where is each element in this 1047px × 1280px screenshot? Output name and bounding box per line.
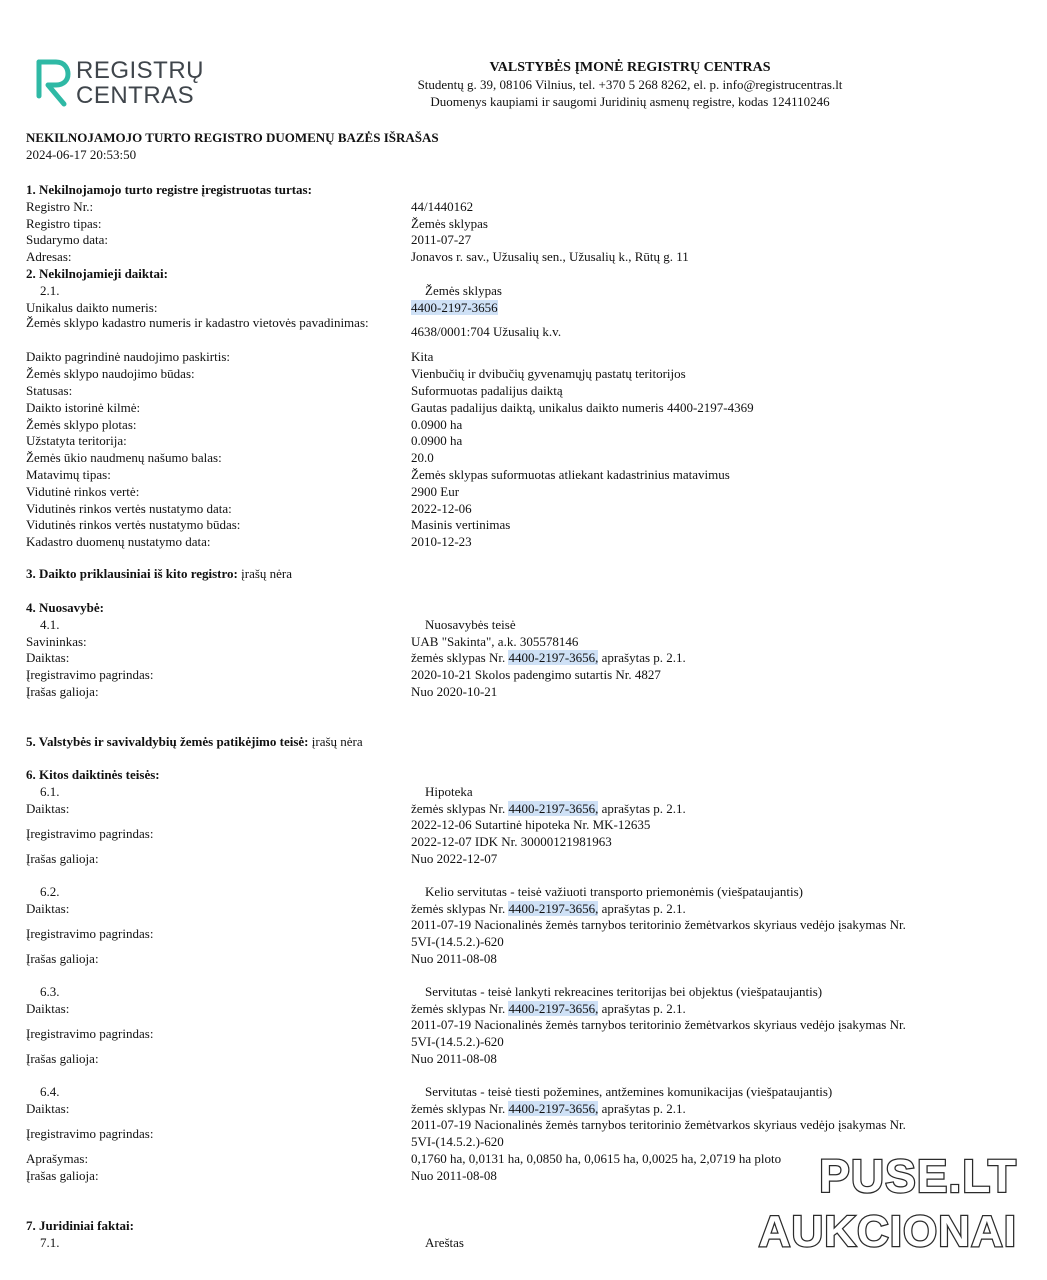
field-row — [26, 1117, 1006, 1151]
field-value: 0.0900 ha — [411, 433, 463, 449]
document-title-block — [26, 130, 439, 164]
field-row — [26, 417, 1006, 434]
basis-line: 5VI-(14.5.2.)-620 — [411, 1134, 504, 1150]
object-suffix: aprašytas p. 2.1. — [601, 1100, 686, 1116]
field-value — [411, 901, 1006, 918]
field-row — [26, 634, 1006, 651]
section-title-text: 5. Valstybės ir savivaldybių žemės patikėjimo teisė: — [26, 734, 309, 749]
field-label: Vidutinė rinkos vertė: — [26, 483, 140, 499]
field-value: Žemės sklypas suformuotas atliekant kadastrinius matavimus — [411, 466, 730, 482]
item-name: Nuosavybės teisė — [425, 616, 516, 632]
field-label: Daiktas: — [26, 650, 70, 666]
item-name: Areštas — [425, 1234, 464, 1250]
item-row — [26, 617, 1006, 634]
field-label: Įregistravimo pagrindas: — [26, 667, 154, 683]
section-title — [26, 734, 1006, 751]
field-row — [26, 450, 1006, 467]
basis-line: 2011-07-19 Nacionalinės žemės tarnybos teritorinio žemėtvarkos skyriaus vedėjo įsakymas Nr. — [411, 917, 906, 933]
field-label: Savininkas: — [26, 633, 87, 649]
object-suffix: aprašytas p. 2.1. — [601, 650, 686, 666]
item-name: Hipoteka — [425, 783, 473, 799]
field-value: Jonavos r. sav., Užusalių sen., Užusalių k., Rūtų g. 11 — [411, 249, 689, 265]
section-2-title: 2. Nekilnojamieji daiktai: — [26, 265, 168, 281]
field-label: Statusas: — [26, 382, 73, 398]
field-row — [26, 517, 1006, 534]
registru-centras-logo — [34, 56, 234, 110]
field-value: 2900 Eur — [411, 483, 460, 499]
field-row — [26, 501, 1006, 518]
section-inline-value: įrašų nėra — [241, 566, 293, 581]
field-label: Daiktas: — [26, 800, 70, 816]
section-title — [26, 566, 1006, 583]
field-value: Vienbučių ir dvibučių gyvenamųjų pastatų teritorijos — [411, 366, 686, 382]
watermark-line-2: AUKCIONAI — [758, 1207, 1017, 1256]
object-number-highlight: 4400-2197-3656, — [508, 800, 599, 816]
field-value: 2022-12-06 — [411, 500, 472, 516]
field-value: Nuo 2011-08-08 — [411, 1167, 497, 1183]
field-row — [26, 467, 1006, 484]
section-4-ownership — [26, 600, 1006, 701]
field-row — [26, 1017, 1006, 1051]
field-value — [411, 650, 1006, 667]
field-row — [26, 1001, 1006, 1018]
organization-contacts: Studentų g. 39, 08106 Vilnius, tel. +370 5 268 8262, el. p. info@registrucentras.lt — [417, 76, 843, 92]
field-label: Daikto pagrindinė naudojimo paskirtis: — [26, 349, 230, 365]
field-label: Įregistravimo pagrindas: — [26, 1125, 154, 1141]
section-1-property — [26, 182, 1006, 551]
field-value: 0,1760 ha, 0,0131 ha, 0,0850 ha, 0,0615 ha, 0,0025 ha, 2,0719 ha ploto — [411, 1150, 782, 1166]
section-5-trust-right — [26, 734, 1006, 751]
field-label: Adresas: — [26, 249, 72, 265]
field-row — [26, 383, 1006, 400]
field-label: Aprašymas: — [26, 1150, 89, 1166]
basis-line: 5VI-(14.5.2.)-620 — [411, 934, 504, 950]
field-label: Kadastro duomenų nustatymo data: — [26, 534, 211, 550]
section-6-other-rights — [26, 767, 1006, 1185]
field-row — [26, 650, 1006, 667]
field-value — [411, 1117, 1006, 1151]
field-row — [26, 232, 1006, 249]
field-value: 2010-12-23 — [411, 534, 472, 550]
field-row — [26, 249, 1006, 266]
logo-line-2: CENTRAS — [76, 82, 195, 109]
document-header — [330, 60, 930, 110]
field-value — [411, 917, 1006, 951]
item-index: 2.1. — [40, 282, 60, 298]
object-number-highlight: 4400-2197-3656, — [508, 1100, 599, 1116]
object-number-highlight: 4400-2197-3656, — [508, 900, 599, 916]
field-label: Vidutinės rinkos vertės nustatymo data: — [26, 500, 232, 516]
item-row — [26, 884, 1006, 901]
organization-registry-info: Duomenys kaupiami ir saugomi Juridinių asmenų registre, kodas 124110246 — [430, 93, 830, 109]
section-title-text: 3. Daikto priklausiniai iš kito registro: — [26, 566, 238, 581]
object-prefix: žemės sklypas Nr. — [411, 650, 506, 666]
logo-wordmark — [76, 58, 204, 108]
field-label: Įrašas galioja: — [26, 950, 99, 966]
field-value: Nuo 2011-08-08 — [411, 1050, 497, 1066]
object-number-highlight: 4400-2197-3656, — [508, 1000, 599, 1016]
field-value: Nuo 2020-10-21 — [411, 683, 498, 699]
field-label: Matavimų tipas: — [26, 466, 111, 482]
logo-line-1: REGISTRŲ — [76, 57, 205, 84]
field-row — [26, 917, 1006, 951]
field-row — [26, 851, 1006, 868]
field-label: Įrašas galioja: — [26, 850, 99, 866]
section-title: 4. Nuosavybė: — [26, 600, 105, 615]
field-row — [26, 1101, 1006, 1118]
field-value — [411, 817, 1006, 851]
field-value: 20.0 — [411, 450, 434, 466]
field-value: Masinis vertinimas — [411, 517, 511, 533]
field-value: 0.0900 ha — [411, 416, 463, 432]
field-label: Įrašas galioja: — [26, 683, 99, 699]
basis-line: 2022-12-06 Sutartinė hipoteka Nr. MK-12635 — [411, 817, 651, 833]
field-row — [26, 400, 1006, 417]
field-value: 44/1440162 — [411, 198, 474, 214]
section-title: 7. Juridiniai faktai: — [26, 1218, 134, 1233]
basis-line: 5VI-(14.5.2.)-620 — [411, 1034, 504, 1050]
field-label: Žemės sklypo naudojimo būdas: — [26, 366, 195, 382]
field-value: 4638/0001:704 Užusalių k.v. — [411, 324, 562, 340]
item-row — [26, 984, 1006, 1001]
field-value: Suformuotas padalijus daiktą — [411, 382, 563, 398]
field-label: Žemės sklypo plotas: — [26, 416, 137, 432]
item-name: Žemės sklypas — [425, 282, 502, 298]
object-suffix: aprašytas p. 2.1. — [601, 1000, 686, 1016]
field-label: Įregistravimo pagrindas: — [26, 825, 154, 841]
field-label: Registro tipas: — [26, 215, 102, 231]
field-value — [411, 801, 1006, 818]
basis-line: 2022-12-07 IDK Nr. 30000121981963 — [411, 834, 612, 850]
item-index: 4.1. — [40, 616, 60, 632]
item-index: 6.4. — [40, 1083, 60, 1099]
section-title: 6. Kitos daiktinės teisės: — [26, 767, 160, 782]
field-value: Žemės sklypas — [411, 215, 488, 231]
field-value — [411, 1017, 1006, 1051]
field-row — [26, 901, 1006, 918]
watermark — [759, 1148, 1017, 1260]
field-value — [411, 1001, 1006, 1018]
item-name: Servitutas - teisė tiesti požemines, antžemines komunikacijas (viešpataujantis) — [425, 1083, 833, 1099]
object-prefix: žemės sklypas Nr. — [411, 1100, 506, 1116]
field-value: 2020-10-21 Skolos padengimo sutartis Nr. 4827 — [411, 667, 661, 683]
field-label: Žemės ūkio naudmenų našumo balas: — [26, 450, 222, 466]
item-index: 7.1. — [40, 1234, 60, 1250]
field-label: Įregistravimo pagrindas: — [26, 925, 154, 941]
field-label: Daiktas: — [26, 900, 70, 916]
item-name: Kelio servitutas - teisė važiuoti transporto priemonėmis (viešpataujantis) — [425, 883, 803, 899]
field-row — [26, 667, 1006, 684]
field-row — [26, 199, 1006, 216]
field-row — [26, 300, 1006, 317]
item-name: Servitutas - teisė lankyti rekreacines teritorijas bei objektus (viešpataujantis) — [425, 983, 823, 999]
field-value: Gautas padalijus daiktą, unikalus daikto numeris 4400-2197-4369 — [411, 399, 754, 415]
field-row — [26, 216, 1006, 233]
field-label: Įrašas galioja: — [26, 1167, 99, 1183]
field-label: Unikalus daikto numeris: — [26, 299, 158, 315]
basis-line: 2011-07-19 Nacionalinės žemės tarnybos teritorinio žemėtvarkos skyriaus vedėjo įsakymas Nr. — [411, 1017, 906, 1033]
field-label: Užstatyta teritorija: — [26, 433, 127, 449]
field-label: Žemės sklypo kadastro numeris ir kadastro vietovės pavadinimas: — [26, 315, 369, 331]
item-row — [26, 283, 1006, 300]
field-row — [26, 534, 1006, 551]
document-title: NEKILNOJAMOJO TURTO REGISTRO DUOMENŲ BAZĖS IŠRAŠAS — [26, 130, 439, 145]
field-label: Daikto istorinė kilmė: — [26, 399, 141, 415]
field-row — [26, 1051, 1006, 1068]
organization-name: VALSTYBĖS ĮMONĖ REGISTRŲ CENTRAS — [489, 60, 771, 75]
document-timestamp: 2024-06-17 20:53:50 — [26, 146, 137, 162]
field-label: Įrašas galioja: — [26, 1050, 99, 1066]
field-row — [26, 817, 1006, 851]
item-index: 6.3. — [40, 983, 60, 999]
item-row — [26, 1084, 1006, 1101]
object-prefix: žemės sklypas Nr. — [411, 1000, 506, 1016]
field-value: UAB "Sakinta", a.k. 305578146 — [411, 633, 579, 649]
field-label: Įregistravimo pagrindas: — [26, 1025, 154, 1041]
object-suffix: aprašytas p. 2.1. — [601, 800, 686, 816]
field-row — [26, 951, 1006, 968]
section-inline-value: įrašų nėra — [311, 734, 363, 749]
logo-mark-icon — [34, 56, 74, 108]
field-row — [26, 349, 1006, 366]
field-value — [411, 1101, 1006, 1118]
field-value: Nuo 2011-08-08 — [411, 950, 497, 966]
field-label: Registro Nr.: — [26, 198, 94, 214]
field-row — [26, 684, 1006, 701]
section-3-appurtenances — [26, 566, 1006, 583]
field-value: Kita — [411, 349, 434, 365]
field-label: Daiktas: — [26, 1100, 70, 1116]
item-row — [26, 784, 1006, 801]
section-title: 1. Nekilnojamojo turto registre įregistruotas turtas: — [26, 182, 312, 197]
field-label: Sudarymo data: — [26, 232, 108, 248]
field-value: 2011-07-27 — [411, 232, 472, 248]
field-row — [26, 484, 1006, 501]
field-row — [26, 801, 1006, 818]
watermark-line-1: PUSE.LT — [819, 1150, 1017, 1202]
object-suffix: aprašytas p. 2.1. — [601, 900, 686, 916]
field-label: Daiktas: — [26, 1000, 70, 1016]
field-label: Vidutinės rinkos vertės nustatymo būdas: — [26, 517, 241, 533]
field-row — [26, 316, 1006, 349]
object-number-highlight: 4400-2197-3656, — [508, 650, 599, 666]
unique-number-highlight: 4400-2197-3656 — [411, 299, 498, 315]
field-row — [26, 366, 1006, 383]
object-prefix: žemės sklypas Nr. — [411, 800, 506, 816]
object-prefix: žemės sklypas Nr. — [411, 900, 506, 916]
basis-line: 2011-07-19 Nacionalinės žemės tarnybos teritorinio žemėtvarkos skyriaus vedėjo įsakymas Nr. — [411, 1117, 906, 1133]
field-row — [26, 433, 1006, 450]
item-index: 6.2. — [40, 883, 60, 899]
item-index: 6.1. — [40, 783, 60, 799]
field-value: Nuo 2022-12-07 — [411, 850, 498, 866]
